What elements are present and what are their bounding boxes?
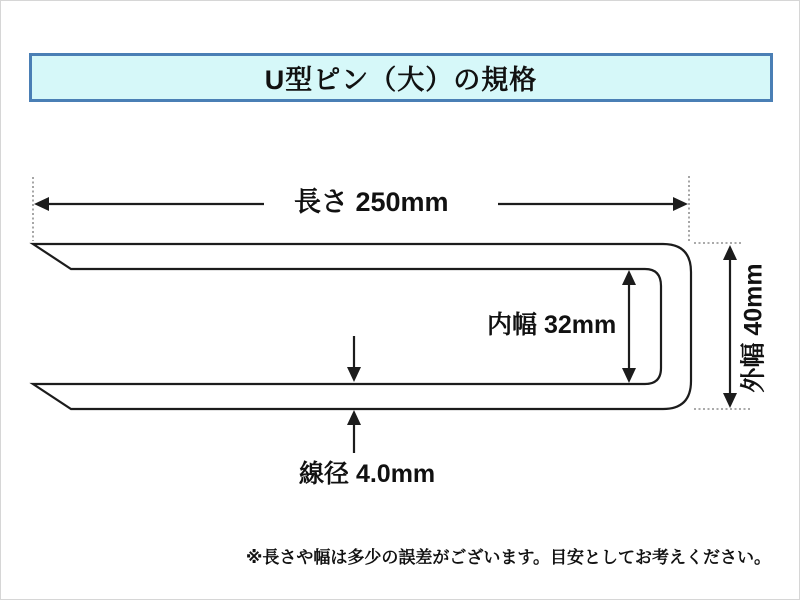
tolerance-note: ※長さや幅は多少の誤差がございます。目安としてお考えください。: [245, 548, 771, 567]
outer-width-dimension: [723, 245, 737, 408]
page-title: U型ピン（大）の規格: [264, 65, 538, 95]
arrowhead-down-icon: [347, 367, 361, 382]
arrowhead-down-icon: [723, 393, 737, 408]
inner-width-dimension: [622, 270, 636, 383]
arrowhead-down-icon: [622, 368, 636, 383]
inner-width-label: 内幅 32mm: [487, 311, 617, 339]
arrowhead-up-icon: [347, 410, 361, 425]
length-label: 長さ 250mm: [294, 187, 449, 217]
outer-width-label: 外幅 40mm: [739, 263, 768, 393]
arrowhead-up-icon: [723, 245, 737, 260]
u-pin-diagram: [1, 1, 800, 601]
arrowhead-right-icon: [673, 197, 688, 211]
wire-diameter-label: 線径 4.0mm: [299, 460, 436, 488]
arrowhead-left-icon: [34, 197, 49, 211]
arrowhead-up-icon: [622, 270, 636, 285]
